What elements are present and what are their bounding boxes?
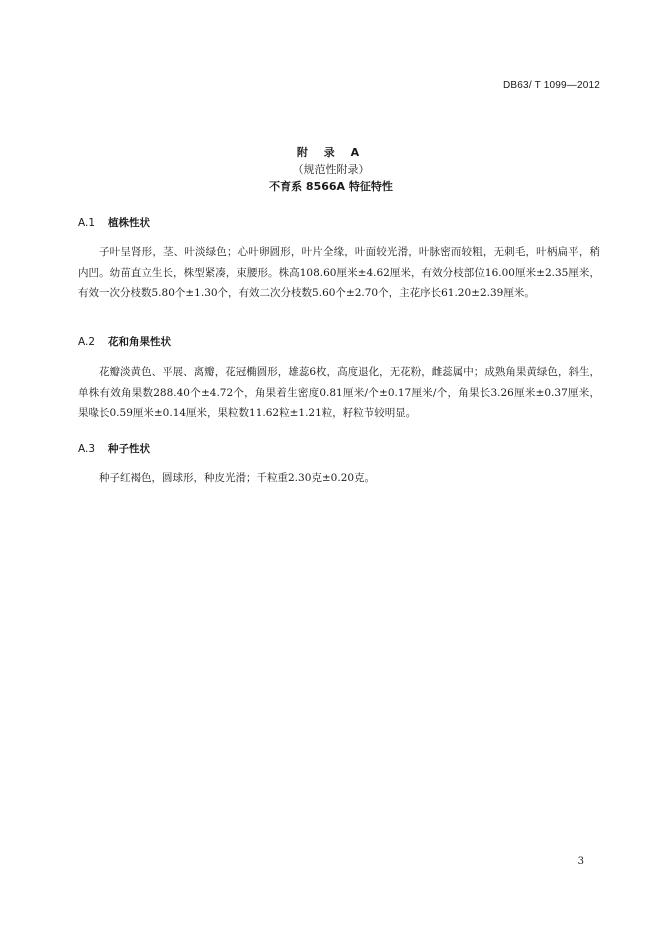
section-number: A.3 (78, 443, 96, 455)
section-heading-a3 (78, 441, 150, 456)
section-title: 花和角果性状 (108, 336, 171, 348)
section-paragraph-a1: 子叶呈肾形，茎、叶淡绿色；心叶卵圆形，叶片全缘，叶面较光滑，叶脉密而较粗，无刺毛，叶柄扁平，稍内凹。幼苗直立生长，株型紧凑，束腰形。株高108.60厘米±4.62厘米，有效分枝部位16.00厘米±2.35厘米，有效一次分枝数5.80个±1.30个，有效二次分枝数5.60个±2.70个，主花序长61.20±2.39厘米。 (78, 246, 600, 299)
section-heading-a2 (78, 334, 171, 349)
section-heading-a1 (78, 215, 150, 230)
section-number: A.2 (78, 336, 96, 348)
section-title: 种子性状 (108, 443, 150, 455)
annex-name: 不育系 8566A 特征特性 (269, 180, 393, 193)
section-number: A.1 (78, 217, 96, 229)
document-code: DB63/ T 1099—2012 (503, 80, 600, 91)
section-paragraph-a3: 种子红褐色，圆球形，种皮光滑；千粒重2.30克±0.20克。 (99, 472, 376, 484)
annex-title-block (0, 144, 662, 195)
section-paragraph-a2: 花瓣淡黄色、平展、离瓣，花冠椭圆形，雄蕊6枚，高度退化，无花粉，雌蕊属中；成熟角果黄绿色，斜生，单株有效角果数288.40个±4.72个，角果着生密度0.81厘米/个±0.17厘米/个，角果长3.26厘米±0.37厘米，果喙长0.59厘米±0.14厘米，果粒数11.62粒±1.21粒，籽粒节较明显。 (78, 366, 600, 419)
annex-subtitle: （规范性附录） (292, 163, 370, 176)
section-title: 植株性状 (108, 217, 150, 229)
annex-title: 附 录 A (296, 146, 366, 159)
page-number: 3 (577, 856, 584, 867)
